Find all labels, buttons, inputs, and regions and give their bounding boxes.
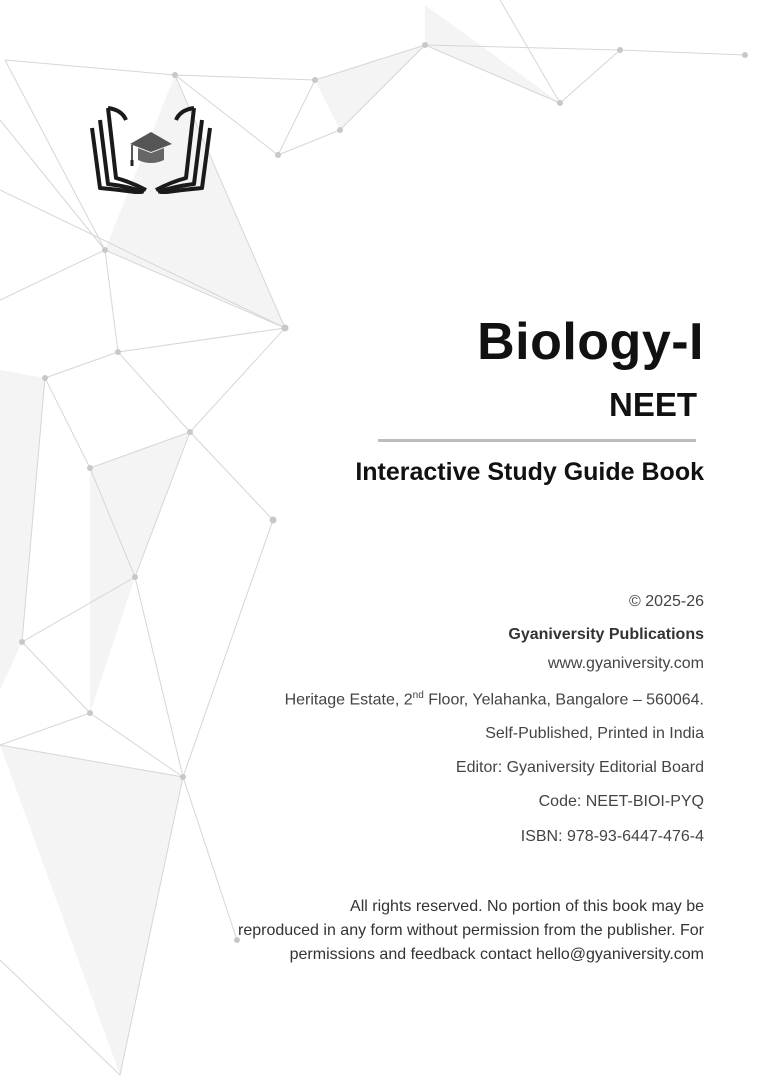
exam-label: NEET [608, 386, 697, 423]
editor-info: Editor: Gyaniversity Editorial Board [455, 759, 704, 776]
publisher-website: www.gyaniversity.com [547, 655, 704, 672]
book-title: Biology-I [477, 313, 704, 371]
address-part: Heritage Estate, 2 [284, 691, 413, 709]
copyright-text: © 2025-26 [629, 593, 704, 610]
publisher-name: Gyaniversity Publications [508, 626, 704, 643]
book-code: Code: NEET-BIOI-PYQ [538, 793, 704, 810]
address-part: Floor, Yelahanka, Bangalore – 560064. [423, 691, 704, 709]
open-book-graduation-cap-icon [86, 98, 216, 194]
address-ordinal: nd [412, 690, 424, 701]
book-subtitle: Interactive Study Guide Book [355, 458, 704, 486]
rights-line: reproduced in any form without permission from the publisher. For [238, 922, 704, 939]
printing-info: Self-Published, Printed in India [485, 725, 704, 742]
rights-line: All rights reserved. No portion of this book may be [350, 898, 704, 915]
isbn: ISBN: 978-93-6447-476-4 [520, 828, 704, 845]
publisher-address [285, 690, 704, 709]
rights-notice [238, 895, 704, 967]
title-divider [378, 439, 696, 442]
rights-line: permissions and feedback contact hello@gyaniversity.com [289, 946, 704, 963]
